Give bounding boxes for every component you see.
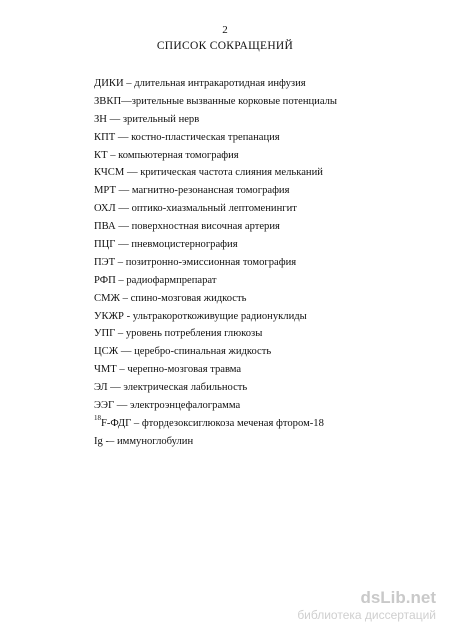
abbreviation-term-superscript: 18 (94, 414, 101, 423)
abbreviation-item (94, 290, 337, 308)
page-number: 2 (222, 24, 228, 36)
abbreviation-term-text: ЧМТ (94, 364, 117, 376)
abbreviation-separator: – (123, 78, 135, 89)
abbreviation-item (94, 111, 337, 129)
abbreviation-separator: — (114, 400, 131, 412)
abbreviation-term (94, 414, 132, 429)
abbreviation-term (94, 239, 115, 250)
abbreviation-term (94, 96, 121, 107)
abbreviation-definition: поверхностная височная артерия (131, 221, 280, 233)
abbreviation-item (94, 343, 337, 361)
abbreviation-definition: церебро-спинальная жидкость (134, 346, 272, 358)
abbreviation-separator: — (121, 95, 132, 107)
abbreviation-definition: критическая частота слияния мельканий (140, 167, 323, 179)
abbreviation-term-text: F-ФДГ (101, 417, 132, 429)
abbreviation-term-text: ЗВКП (94, 95, 122, 107)
abbreviation-item (94, 75, 337, 93)
page-title: СПИСОК СОКРАЩЕНИЙ (156, 40, 294, 52)
abbreviation-definition: зрительные вызванные корковые потенциалы (131, 95, 338, 107)
abbreviation-definition: костно-пластическая трепанация (131, 131, 280, 143)
abbreviation-term (94, 221, 116, 232)
abbreviation-item (94, 308, 337, 326)
abbreviation-term-text: ЭЛ (94, 382, 108, 394)
abbreviation-term-text: СМЖ (94, 292, 120, 304)
abbreviation-item (94, 254, 337, 272)
abbreviation-term (94, 293, 120, 304)
abbreviation-term (94, 185, 116, 196)
abbreviation-separator: – (115, 328, 126, 340)
abbreviation-term (94, 203, 116, 214)
abbreviation-separator: – (115, 274, 127, 286)
abbreviation-term (94, 400, 114, 411)
abbreviation-separator: - (123, 310, 133, 322)
abbreviation-separator: – (119, 292, 131, 304)
abbreviation-definition: спино-мозговая жидкость (130, 292, 247, 304)
abbreviation-term-text: КТ (94, 149, 108, 161)
abbreviation-definition: оптико-хиазмальный лептоменингит (131, 203, 297, 215)
abbreviation-separator: – (107, 149, 119, 161)
abbreviation-item (94, 325, 337, 343)
watermark-subtitle: библиотека диссертаций (297, 608, 436, 622)
abbreviation-definition: позитронно-эмиссионная томография (125, 256, 297, 268)
abbreviation-term (94, 150, 108, 161)
abbreviation-separator: — (115, 221, 132, 233)
abbreviation-item (94, 236, 337, 254)
abbreviation-separator: — (115, 185, 132, 197)
abbreviation-term-text: ОХЛ (94, 203, 116, 215)
abbreviation-separator: — (115, 131, 132, 143)
abbreviation-item (94, 397, 337, 415)
abbreviation-item (94, 182, 337, 200)
abbreviation-term-text: ЭЭГ (94, 400, 115, 412)
abbreviation-term-text: ПЦГ (94, 239, 116, 251)
abbreviation-item (94, 129, 337, 147)
abbreviation-definition: компьютерная томография (118, 149, 239, 161)
abbreviation-item (94, 200, 337, 218)
abbreviation-term-text: МРТ (94, 185, 116, 197)
abbreviation-term-text: ЦСЖ (94, 346, 119, 358)
abbreviation-definition: уровень потребления глюкозы (125, 328, 263, 340)
abbreviation-separator: – (116, 364, 128, 376)
abbreviation-term-text: УКЖР (94, 310, 124, 322)
abbreviation-term (94, 114, 107, 125)
abbreviation-term-text: КЧСМ (94, 167, 125, 179)
abbreviation-term-text: ПЭТ (94, 256, 116, 268)
abbreviation-term (94, 346, 118, 357)
abbreviation-definition: иммуноглобулин (116, 435, 194, 447)
abbreviation-item (94, 415, 337, 433)
abbreviation-item (94, 272, 337, 290)
abbreviation-term-text: ЗН (94, 113, 107, 125)
watermark-logo: dsLib.net (360, 588, 436, 607)
abbreviation-term-text: РФП (94, 274, 116, 286)
abbreviation-item (94, 147, 337, 165)
abbreviation-definition: черепно-мозговая травма (127, 364, 242, 376)
abbreviation-item (94, 164, 337, 182)
abbreviation-definition: радиофармпрепарат (126, 274, 217, 286)
abbreviation-term (94, 275, 116, 286)
abbreviation-separator: — (118, 346, 135, 358)
abbreviation-item (94, 361, 337, 379)
abbreviation-term-text: Ig (94, 435, 103, 447)
watermark (297, 588, 436, 622)
abbreviation-definition: электроэнцефалограмма (130, 400, 241, 412)
abbreviation-definition: магнитно-резонансная томография (131, 185, 290, 197)
abbreviation-term (94, 436, 103, 447)
abbreviation-separator: — (115, 239, 132, 251)
abbreviation-definition: зрительный нерв (122, 113, 200, 125)
abbreviation-term-text: КПТ (94, 131, 116, 143)
abbreviation-separator: — (124, 167, 141, 179)
abbreviation-term (94, 328, 115, 339)
abbreviation-term-text: ДИКИ (94, 78, 124, 89)
abbreviation-term (94, 167, 124, 178)
abbreviation-separator: — (107, 382, 124, 394)
abbreviation-definition: длительная интракаротидная инфузия (134, 78, 306, 89)
abbreviation-separator: – (115, 256, 126, 268)
abbreviation-term (94, 78, 124, 89)
abbreviation-term-text: ПВА (94, 221, 116, 233)
abbreviation-separator: — (115, 203, 132, 215)
abbreviation-separator: -– (102, 435, 117, 447)
abbreviation-list (94, 75, 337, 451)
abbreviation-definition: электрическая лабильность (123, 382, 248, 394)
abbreviation-definition: ультракороткоживущие радионуклиды (132, 310, 307, 322)
abbreviation-term (94, 311, 124, 322)
abbreviation-item (94, 218, 337, 236)
abbreviation-definition: пневмоцистернография (131, 239, 238, 251)
abbreviation-item (94, 433, 337, 451)
abbreviation-term-text: УПГ (94, 328, 116, 340)
abbreviation-item (94, 93, 337, 111)
abbreviation-term (94, 132, 115, 143)
abbreviation-separator: – (131, 417, 142, 429)
abbreviation-term (94, 364, 117, 375)
abbreviation-definition: фтордезоксиглюкоза меченая фтором-18 (141, 417, 324, 429)
abbreviation-term (94, 257, 115, 268)
abbreviation-item (94, 379, 337, 397)
abbreviation-term (94, 382, 108, 393)
abbreviation-separator: — (106, 113, 123, 125)
